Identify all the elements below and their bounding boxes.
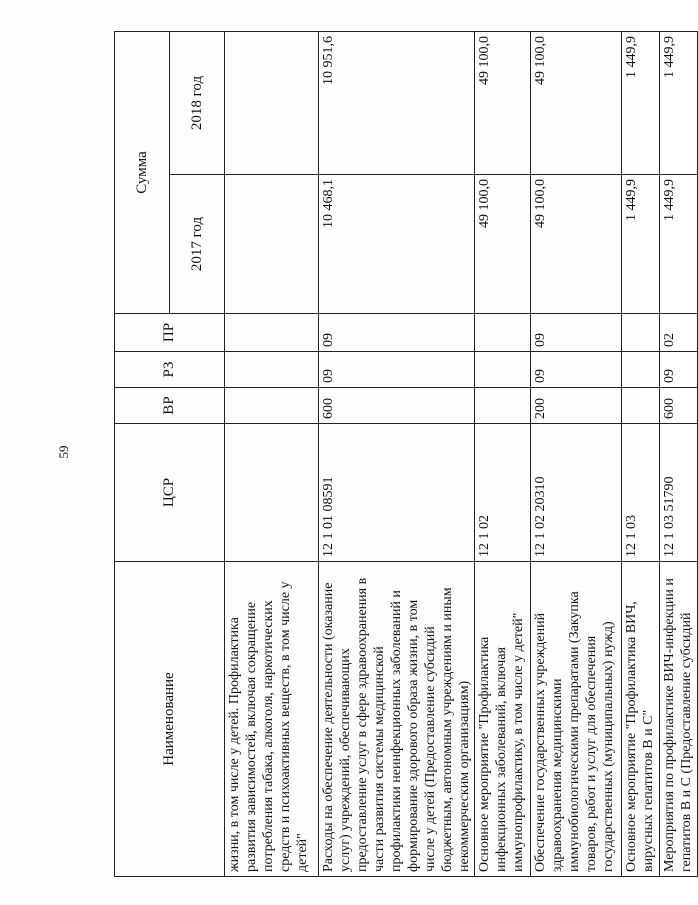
row-sum-2018: 1 449,9 <box>622 31 660 174</box>
header-sum: Сумма <box>115 31 170 313</box>
row-sum-2017: 1 449,9 <box>660 175 698 314</box>
row-name: Основное мероприятие "Профилактика ВИЧ, вирусных гепатитов В и С" <box>622 562 660 877</box>
row-name: жизни, в том числе у детей. Профилактика развития зависимостей, включая сокращение потребления табака, алкоголя, наркотических средств и психоактивных веществ, в том числе у детей" <box>225 562 319 877</box>
row-name: Мероприятия по профилактике ВИЧ-инфекции и гепатитов В и С (Предоставление субсидий <box>660 562 698 877</box>
row-rz: 09 <box>660 352 698 388</box>
table-row <box>475 31 531 876</box>
header-vr: ВР <box>115 388 225 424</box>
header-name: Наименование <box>115 562 225 877</box>
budget-table-rotated <box>114 32 694 877</box>
row-rz <box>622 352 660 388</box>
row-sum-2017: 49 100,0 <box>475 175 531 314</box>
row-rz <box>225 352 319 388</box>
row-csr: 12 1 03 <box>622 424 660 562</box>
row-pr <box>622 314 660 352</box>
row-name: Основное мероприятие "Профилактика инфекционных заболеваний, включая иммунопрофилактику, в том числе у детей" <box>475 562 531 877</box>
row-sum-2017 <box>225 175 319 314</box>
row-name: Обеспечение государственных учреждений здравоохранения медицинскими иммунобиологическими препаратами (Закупка товаров, работ и услуг для обеспечения государственных (муниципальных) нужд) <box>531 562 622 877</box>
row-csr: 12 1 01 08591 <box>319 424 475 562</box>
row-pr: 09 <box>319 314 475 352</box>
table-row <box>622 31 660 876</box>
row-vr <box>622 388 660 424</box>
row-pr <box>225 314 319 352</box>
page-number: 59 <box>56 445 71 459</box>
budget-table <box>114 31 698 877</box>
row-pr: 02 <box>660 314 698 352</box>
header-csr: ЦСР <box>115 424 225 562</box>
row-csr <box>225 424 319 562</box>
row-sum-2018: 49 100,0 <box>531 31 622 174</box>
row-csr: 12 1 02 20310 <box>531 424 622 562</box>
row-sum-2018: 10 951,6 <box>319 31 475 174</box>
row-vr <box>225 388 319 424</box>
table-row <box>319 31 475 876</box>
header-rz: РЗ <box>115 352 225 388</box>
row-rz: 09 <box>319 352 475 388</box>
header-year-2017: 2017 год <box>170 175 225 314</box>
row-rz <box>475 352 531 388</box>
row-sum-2017: 1 449,9 <box>622 175 660 314</box>
row-pr: 09 <box>531 314 622 352</box>
table-row <box>225 31 319 876</box>
row-sum-2018 <box>225 31 319 174</box>
row-vr: 600 <box>660 388 698 424</box>
row-vr <box>475 388 531 424</box>
row-pr <box>475 314 531 352</box>
row-vr: 200 <box>531 388 622 424</box>
row-csr: 12 1 02 <box>475 424 531 562</box>
row-name: Расходы на обеспечение деятельности (оказание услуг) учреждений, обеспечивающих предоставление услуг в сфере здравоохранения в части развития системы медицинской профилактики неинфекционных заболеваний и формирование здорового образа жизни, в том числе у детей (Предоставление субсидий бюджетным, автономным учреждениям и иным некоммерческим организациям) <box>319 562 475 877</box>
header-year-2018: 2018 год <box>170 31 225 174</box>
row-vr: 600 <box>319 388 475 424</box>
row-rz: 09 <box>531 352 622 388</box>
header-pr: ПР <box>115 314 225 352</box>
row-sum-2018: 49 100,0 <box>475 31 531 174</box>
row-csr: 12 1 03 51790 <box>660 424 698 562</box>
table-row <box>531 31 622 876</box>
row-sum-2017: 10 468,1 <box>319 175 475 314</box>
row-sum-2017: 49 100,0 <box>531 175 622 314</box>
row-sum-2018: 1 449,9 <box>660 31 698 174</box>
table-row <box>660 31 698 876</box>
